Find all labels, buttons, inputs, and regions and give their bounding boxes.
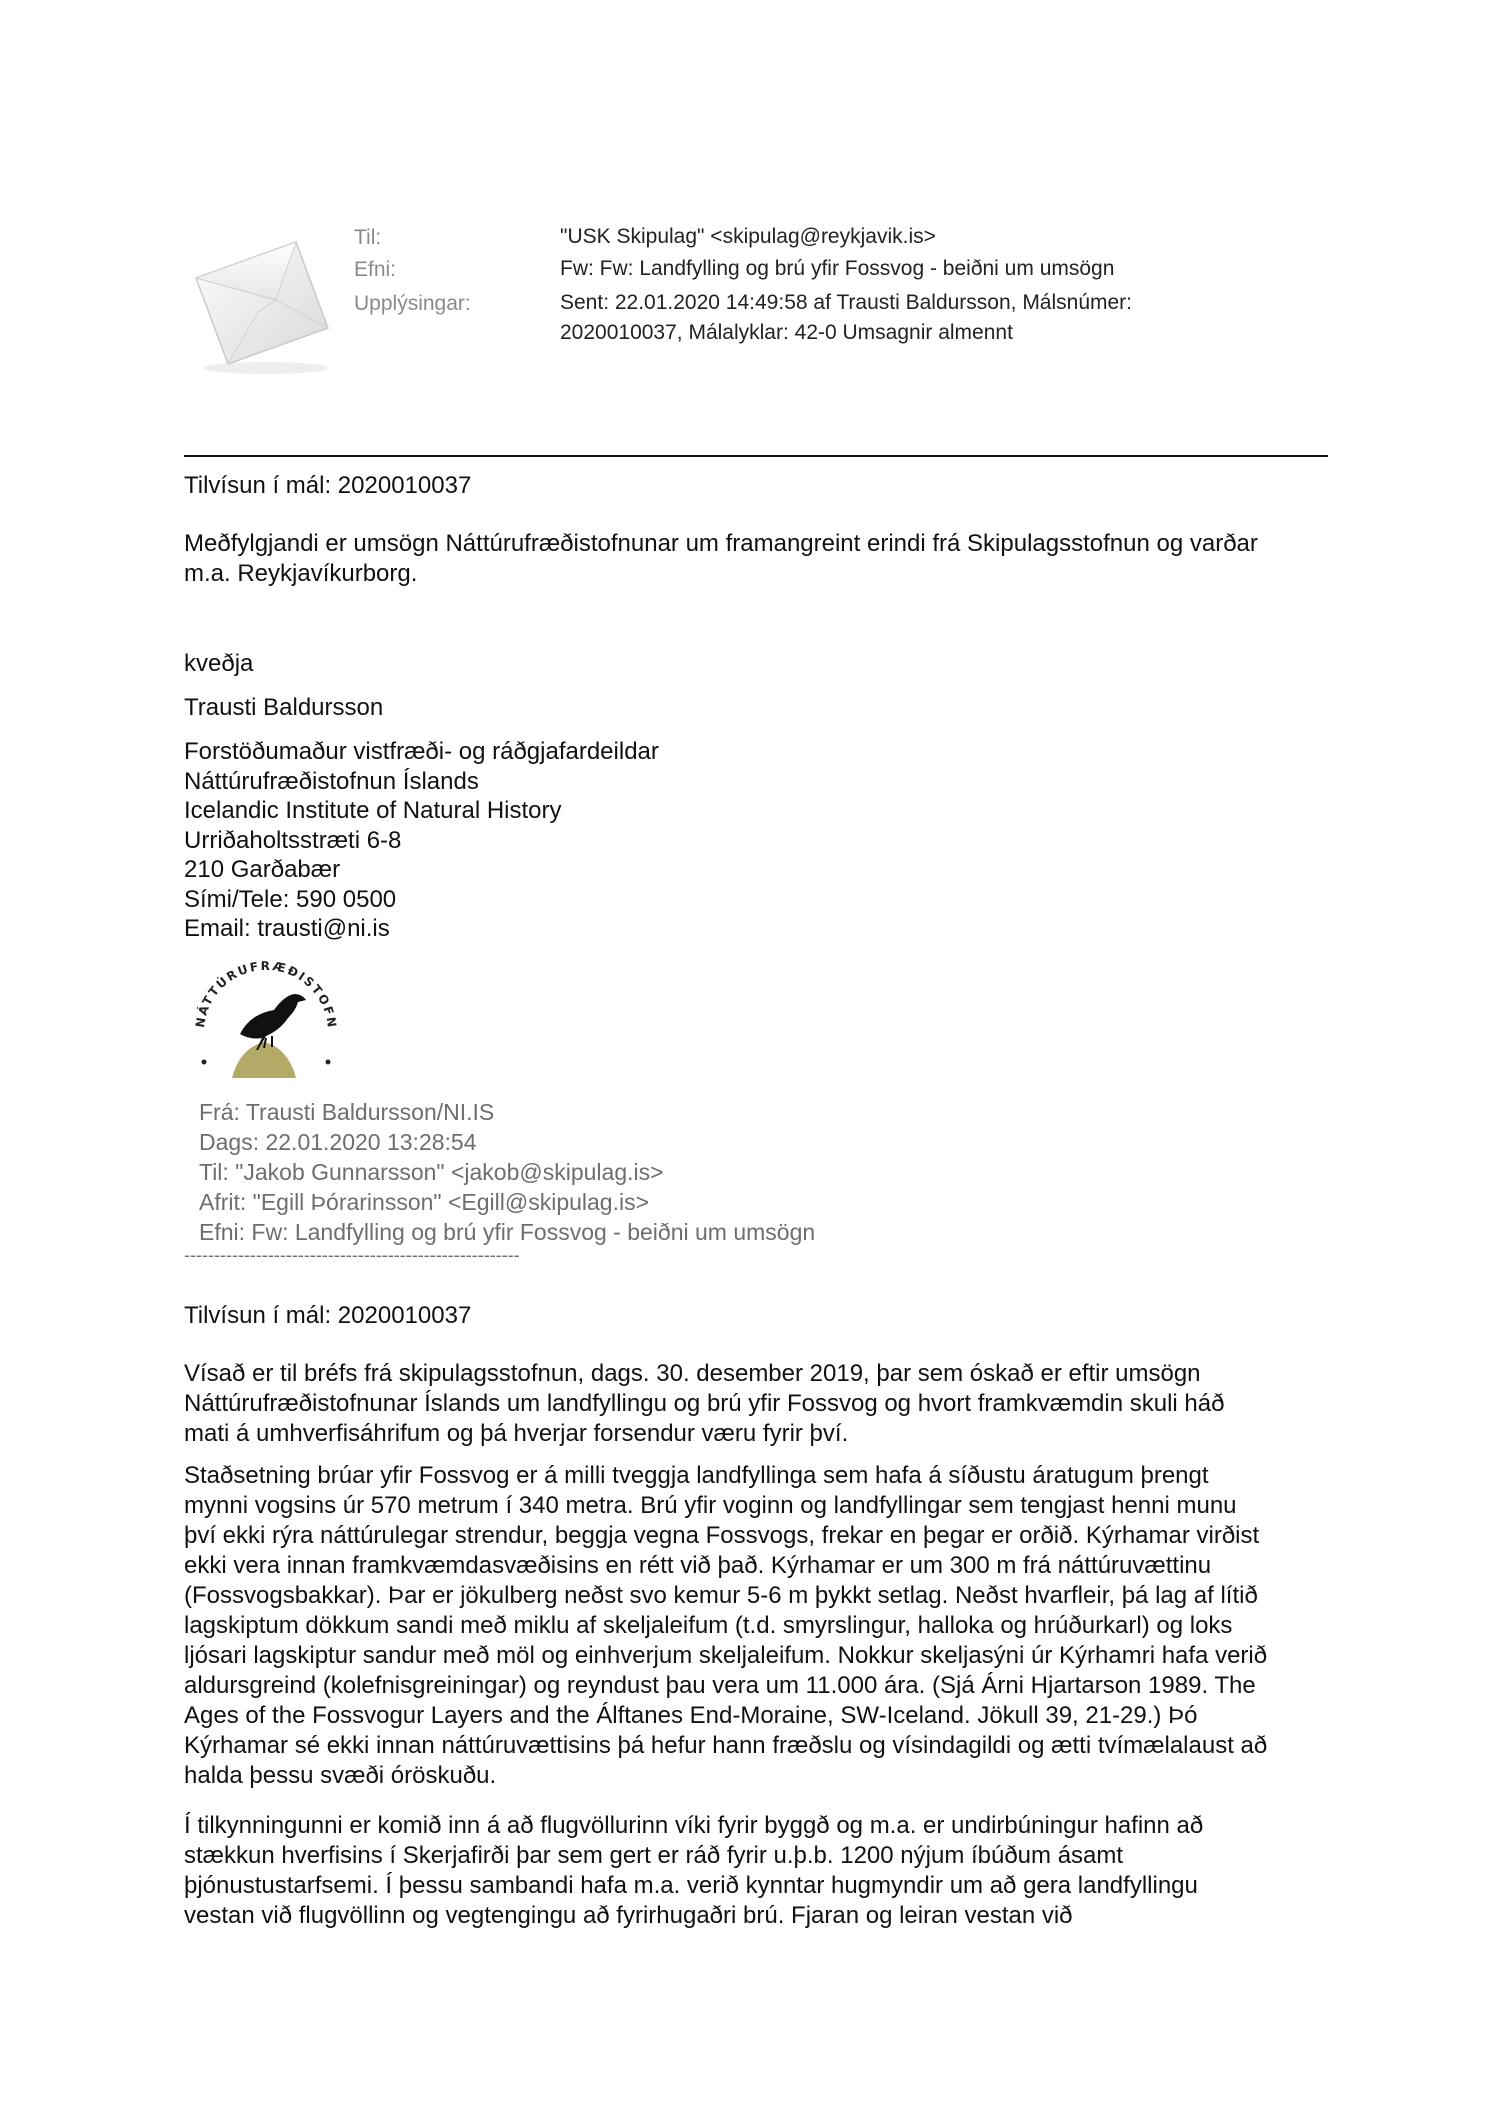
header-value-info [560, 288, 1132, 348]
sender-name: Trausti Baldursson [184, 694, 384, 721]
paragraph-line: þjónustustarfsemi. Í þessu sambandi hafa m.a. verið kynntar hugmyndir um að gera landfyllingu [184, 1872, 1198, 1899]
paragraph-line: ekki vera innan framkvæmdasvæðisins en rétt við það. Kýrhamar er um 300 m frá náttúruvættinu [184, 1552, 1212, 1579]
paragraph-line: ljósari lagskiptur sandur með möl og einhverjum skeljaleifum. Nokkur skeljasýni úr Kýrhamri hafa verið [184, 1642, 1268, 1669]
institute-logo [180, 950, 352, 1100]
paragraph-line: (Fossvogsbakkar). Þar er jökulberg neðst svo kemur 5-6 m þykkt setlag. Neðst hvarfleir, þá lag af lítið [184, 1582, 1258, 1609]
paragraph-line: því ekki rýra náttúrulegar strendur, beggja vegna Fossvogs, frekar en þegar er orðið. Kýrhamar virðist [184, 1522, 1260, 1549]
intro-line: m.a. Reykjavíkurborg. [184, 560, 418, 587]
intro-paragraph [184, 529, 1364, 589]
paragraph-line: halda þessu svæði óröskuðu. [184, 1762, 497, 1789]
paragraph-line: stækkun hverfisins í Skerjafirði þar sem gert er ráð fyrir u.þ.b. 1200 nýjum íbúðum ásamt [184, 1842, 1124, 1869]
header-info-line: Sent: 22.01.2020 14:49:58 af Trausti Baldursson, Málsnúmer: [560, 291, 1133, 314]
forwarded-to: Til: "Jakob Gunnarsson" <jakob@skipulag.is> [199, 1159, 664, 1185]
paragraph-line: mynni vogsins úr 570 metrum í 340 metra. Brú yfir voginn og landfyllingar sem tengjast henni munu [184, 1492, 1237, 1519]
header-label-info: Upplýsingar: [354, 292, 471, 315]
header-value-subject: Fw: Fw: Landfylling og brú yfir Fossvog - beiðni um umsögn [560, 257, 1115, 280]
case-reference: Tilvísun í mál: 2020010037 [184, 472, 472, 499]
signature-line: Icelandic Institute of Natural History [184, 797, 562, 824]
letter-paragraph-2 [184, 1461, 1267, 1791]
signature-line: Náttúrufræðistofnun Íslands [184, 767, 479, 795]
header-label-to: Til: [354, 226, 382, 249]
signature-line: Sími/Tele: 590 0500 [184, 885, 397, 913]
paragraph-line: Ages of the Fossvogur Layers and the Álftanes End-Moraine, SW-Iceland. Jökull 39, 21-29.) Þó [184, 1702, 1198, 1729]
signature-email-link[interactable]: Email: trausti@ni.is [184, 915, 390, 942]
signature-line: 210 Garðabær [184, 856, 341, 883]
forwarded-date: Dags: 22.01.2020 13:28:54 [199, 1129, 477, 1155]
header-info-line: 2020010037, Málalyklar: 42-0 Umsagnir almennt [560, 321, 1013, 344]
signature-block [184, 737, 659, 944]
header-label-subject: Efni: [354, 258, 397, 281]
header-value-to: "USK Skipulag" <skipulag@reykjavik.is> [560, 225, 936, 248]
paragraph-line: mati á umhverfisáhrifum og þá hverjar forsendur væru fyrir því. [184, 1420, 849, 1447]
paragraph-line: lagskiptum dökkum sandi með miklu af skeljaleifum (t.d. smyrslingur, halloka og hrúðurkarl) og loks [184, 1612, 1233, 1639]
signature-line: Urriðaholtsstræti 6-8 [184, 826, 402, 854]
paragraph-line: Kýrhamar sé ekki innan náttúruvættisins þá hefur hann fræðslu og vísindagildi og ætti tvímælalaust að [184, 1732, 1268, 1759]
letter-paragraph-1 [184, 1359, 1224, 1449]
forwarded-from: Frá: Trausti Baldursson/NI.IS [199, 1099, 495, 1125]
paragraph-line: Náttúrufræðistofnunar Íslands um landfyllingu og brú yfir Fossvog og hvort framkvæmdin skuli háð [184, 1390, 1225, 1417]
forwarded-separator: -------------------------------------------------------- [184, 1245, 520, 1265]
paragraph-line: aldursgreind (kolefnisgreiningar) og reyndust þau vera um 11.000 ára. (Sjá Árni Hjartarson 1989. The [184, 1672, 1256, 1699]
forwarded-header [199, 1097, 815, 1247]
forwarded-subject: Efni: Fw: Landfylling og brú yfir Fossvog - beiðni um umsögn [199, 1219, 816, 1245]
logo-arc-text: NÁTTÚRUFRÆÐISTOFN [192, 958, 340, 1030]
signature-line: Forstöðumaður vistfræði- og ráðgjafardeildar [184, 738, 659, 765]
envelope-icon [188, 228, 336, 378]
forwarded-cc: Afrit: "Egill Þórarinsson" <Egill@skipulag.is> [199, 1189, 650, 1215]
paragraph-line: Staðsetning brúar yfir Fossvog er á milli tveggja landfyllinga sem hafa á síðustu áratugum þrengt [184, 1462, 1209, 1489]
intro-line: Meðfylgjandi er umsögn Náttúrufræðistofnunar um framangreint erindi frá Skipulagsstofnun og varðar [184, 530, 1258, 557]
paragraph-line: vestan við flugvöllinn og vegtengingu að fyrirhugaðri brú. Fjaran og leiran vestan við [184, 1902, 1073, 1929]
paragraph-line: Í tilkynningunni er komið inn á að flugvöllurinn víki fyrir byggð og m.a. er undirbúningur hafinn að [184, 1812, 1204, 1839]
header-divider [184, 455, 1328, 457]
greeting: kveðja [184, 650, 254, 677]
letter-paragraph-3 [184, 1811, 1203, 1931]
case-reference-2: Tilvísun í mál: 2020010037 [184, 1302, 472, 1329]
paragraph-line: Vísað er til bréfs frá skipulagsstofnun, dags. 30. desember 2019, þar sem óskað er eftir umsögn [184, 1360, 1201, 1387]
